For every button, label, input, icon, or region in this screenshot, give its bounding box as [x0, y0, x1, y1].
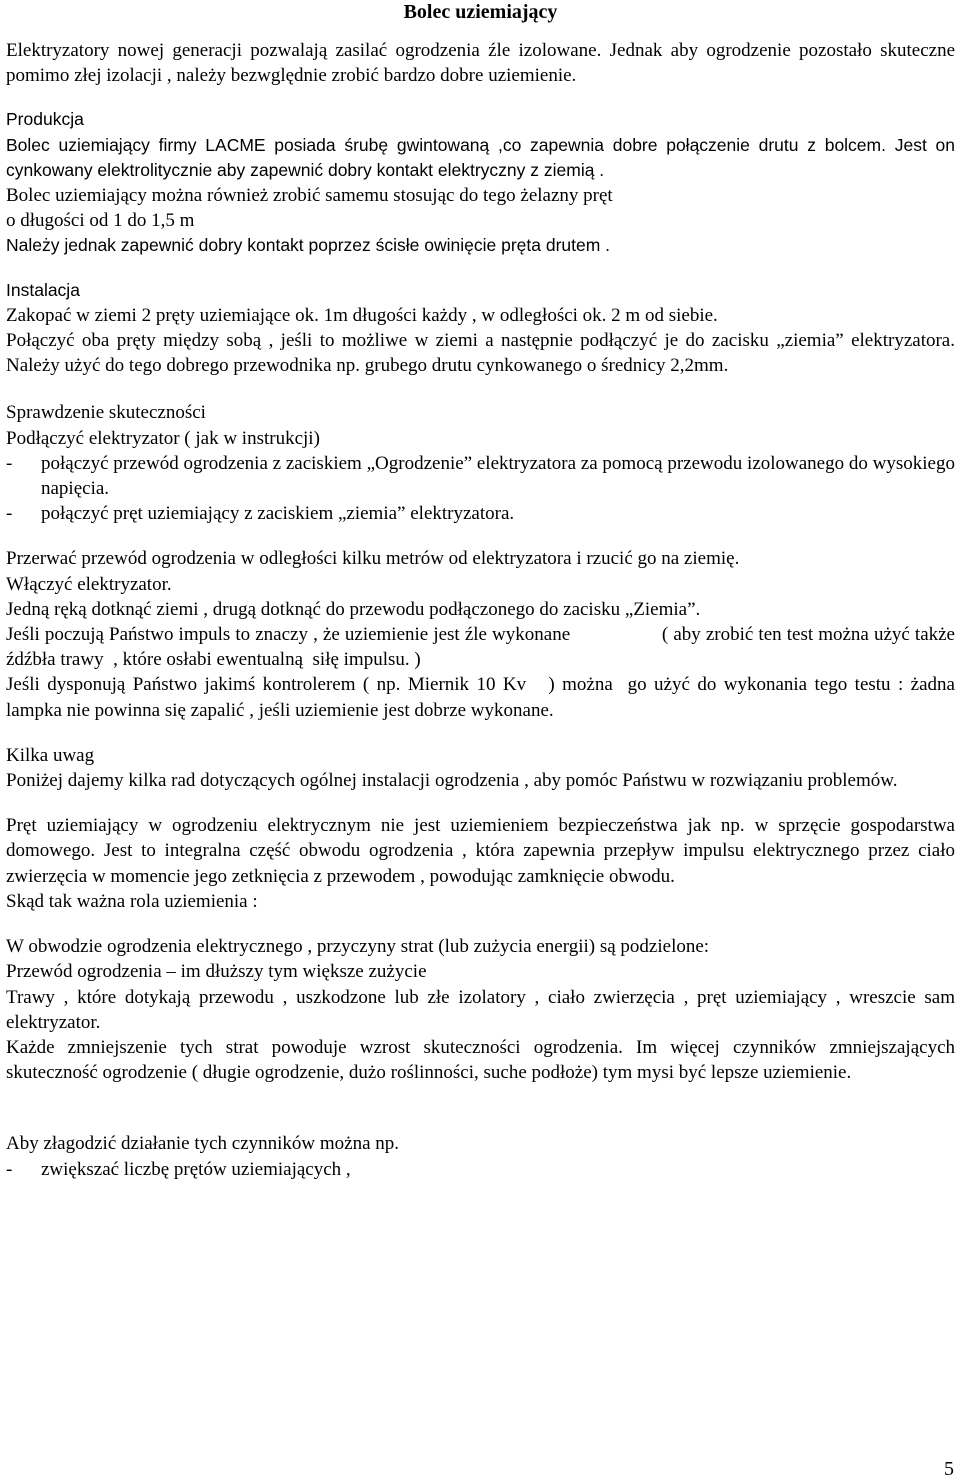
production-paragraph-4: Należy jednak zapewnić dobry kontakt poprzez ścisłe owinięcie pręta drutem .: [6, 235, 611, 256]
remarks-paragraph-1: Poniżej dajemy kilka rad dotyczących ogólnej instalacji ogrodzenia , aby pomóc Państwu w rozwiązaniu problemów.: [6, 770, 898, 792]
mitigation-paragraph-1: Aby złagodzić działanie tych czynników można np.: [6, 1133, 400, 1155]
test-paragraph-1: Przerwać przewód ogrodzenia w odległości kilku metrów od elektryzatora i rzucić go na ziemię.: [6, 548, 740, 570]
mitigation-list-item-1: [6, 1157, 955, 1182]
document-page: [6, 0, 960, 1182]
page-number: 5: [944, 1458, 954, 1480]
test-paragraph-3: Jedną ręką dotknąć ziemi , drugą dotknąć do przewodu podłączonego do zacisku „Ziemia”.: [6, 598, 701, 620]
check-list-item-1-text: połączyć przewód ogrodzenia z zaciskiem „Ogrodzenie” elektryzatora za pomocą przewodu izolowanego do wysokiego napięcia.: [41, 452, 955, 500]
production-paragraph-1: Bolec uziemiający firmy LACME posiada śrubę gwintowaną ,co zapewnia dobre połączenie drutu z bolcem. Jest on cynkowany elektrolitycznie aby zapewnić dobry kontakt elektryczny z ziemią .: [6, 134, 955, 180]
list-dash: -: [6, 452, 13, 474]
remarks-paragraph-5: Przewód ogrodzenia – im dłuższy tym większe zużycie: [6, 961, 427, 983]
installation-paragraph-1: Zakopać w ziemi 2 pręty uziemiające ok. 1m długości każdy , w odległości ok. 2 m od siebie.: [6, 304, 718, 326]
intro-paragraph: Elektryzatory nowej generacji pozwalają zasilać ogrodzenia źle izolowane. Jednak aby ogrodzenie pozostało skuteczne pomimo złej izolacji , należy bezwględnie zrobić bardzo dobre uziemienie.: [6, 40, 955, 87]
remarks-paragraph-3: Skąd tak ważna rola uziemienia :: [6, 890, 258, 912]
production-paragraph-3: o długości od 1 do 1,5 m: [6, 210, 195, 232]
installation-heading: Instalacja: [6, 279, 80, 300]
mitigation-list-item-1-text: zwiększać liczbę prętów uziemiających ,: [41, 1158, 351, 1180]
check-paragraph-1: Podłączyć elektryzator ( jak w instrukcji): [6, 427, 320, 449]
remarks-paragraph-4: W obwodzie ogrodzenia elektrycznego , przyczyny strat (lub zużycia energii) są podzielone:: [6, 936, 710, 958]
remarks-heading: Kilka uwag: [6, 744, 95, 766]
test-paragraph-5: Jeśli dysponują Państwo jakimś kontrolerem ( np. Miernik 10 Kv ) można go użyć do wykonania tego testu : żadna lampka nie powinna się zapalić , jeśli uziemienie jest dobrze wykonane.: [6, 674, 960, 721]
installation-paragraph-2: Połączyć oba pręty między sobą , jeśli to możliwe w ziemi a następnie podłączyć je do zacisku „ziemia” elektryzatora. Należy użyć do tego dobrego przewodnika np. grubego drutu cynkowanego o średnicy 2,2mm.: [6, 330, 955, 377]
check-list-item-2: [6, 501, 955, 526]
list-dash: -: [6, 1158, 13, 1180]
check-list-item-1: [6, 451, 955, 501]
check-heading: Sprawdzenie skuteczności: [6, 402, 206, 424]
test-paragraph-4: Jeśli poczują Państwo impuls to znaczy , że uziemienie jest źle wykonane ( aby zrobić ten test można użyć także źdźbła trawy , które osłabi ewentualną siłę impulsu. ): [6, 624, 960, 671]
remarks-paragraph-6: Trawy , które dotykają przewodu , uszkodzone lub złe izolatory , ciało zwierzęcia , pręt uziemiający , wreszcie sam elektryzator.: [6, 986, 955, 1033]
list-dash: -: [6, 503, 13, 525]
check-list-item-2-text: połączyć pręt uziemiający z zaciskiem „ziemia” elektryzatora.: [41, 503, 515, 525]
production-paragraph-2: Bolec uziemiający można również zrobić samemu stosując do tego żelazny pręt: [6, 185, 613, 207]
remarks-paragraph-2: Pręt uziemiający w ogrodzeniu elektrycznym nie jest uziemieniem bezpieczeństwa jak np. w sprzęcie gospodarstwa domowego. Jest to integralna część obwodu ogrodzenia , która zapewnia przepływ impulsu elektrycznego przez ciało zwierzęcia w momencie jego zetknięcia z przewodem , powodując zamknięcie obwodu.: [6, 815, 955, 887]
production-heading: Produkcja: [6, 109, 84, 130]
test-paragraph-2: Włączyć elektryzator.: [6, 573, 172, 595]
document-title: Bolec uziemiający: [403, 1, 558, 23]
remarks-paragraph-7: Każde zmniejszenie tych strat powoduje wzrost skuteczności ogrodzenia. Im więcej czynników zmniejszających skuteczność ogrodzenie ( długie ogrodzenie, dużo roślinności, suche podłoże) tym mysi być lepsze uziemienie.: [6, 1036, 955, 1084]
